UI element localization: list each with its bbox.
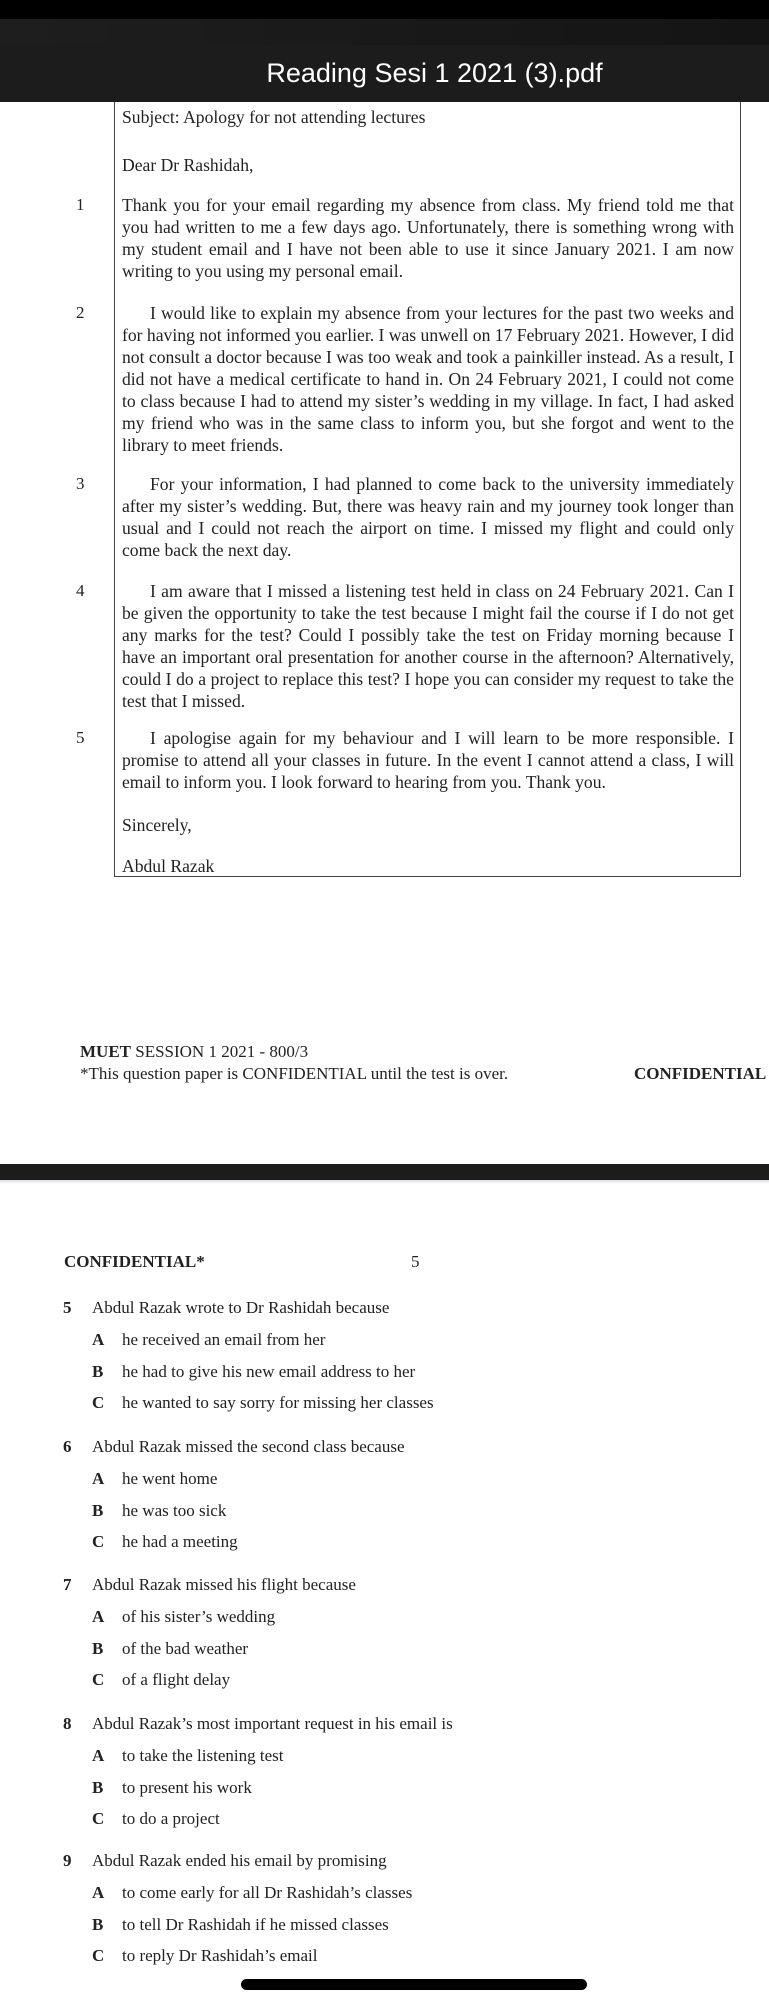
title-bar <box>0 45 769 102</box>
option-letter: C <box>92 1809 105 1828</box>
option-text: he wanted to say sorry for missing her classes <box>122 1393 434 1412</box>
paragraph-number: 1 <box>76 195 85 214</box>
question-number: 5 <box>63 1298 72 1317</box>
letter-subject: Subject: Apology for not attending lectures <box>122 107 426 127</box>
option-letter: B <box>92 1777 104 1797</box>
letter-paragraph: I apologise again for my behaviour and I will learn to be more responsible. I promise to attend all your classes in future. In the event I cannot attend a class, I will email to inform you. I look forward to hearing from you. Thank you. <box>122 728 734 792</box>
option-letter: A <box>92 1607 105 1626</box>
option-letter: B <box>92 1500 104 1520</box>
paper-code-text: SESSION 1 2021 - 800/3 <box>131 1042 309 1061</box>
letter-closing: Sincerely, <box>122 815 192 835</box>
letter-paragraph: I would like to explain my absence from your lectures for the past two weeks and for having not informed you earlier. I was unwell on 17 February 2021. However, I did not consult a doctor because I was too weak and took a painkiller instead. As a result, I did not have a medical certificate to hand in. On 24 February 2021, I could not come to class because I had to attend my sister’s wedding in my village. In fact, I had asked my friend who was in the same class to inform you, but she forgot and went to the library to meet friends. <box>122 303 734 455</box>
option-letter: A <box>92 1883 105 1902</box>
page-number: 5 <box>411 1252 420 1271</box>
letter-signature: Abdul Razak <box>122 856 215 876</box>
option-text: to reply Dr Rashidah’s email <box>122 1946 318 1965</box>
question-number: 9 <box>63 1851 72 1870</box>
option-letter: A <box>92 1746 105 1765</box>
option-letter: C <box>92 1532 105 1551</box>
option-text: he went home <box>122 1469 218 1488</box>
document-title: Reading Sesi 1 2021 (3).pdf <box>266 58 603 88</box>
page-separator <box>0 1164 769 1180</box>
option-text: he was too sick <box>122 1500 227 1520</box>
confidential-label: CONFIDENTIAL <box>634 1064 767 1083</box>
option-letter: C <box>92 1670 105 1689</box>
toolbar-background <box>0 19 769 45</box>
option-text: he received an email from her <box>122 1330 326 1349</box>
letter-paragraph: Thank you for your email regarding my absence from class. My friend told me that you had written to me a few days ago. Unfortunately, there is something wrong with my student email and I have not been able to use it since January 2021. I am now writing to you using my personal email. <box>122 195 734 281</box>
paragraph-number: 3 <box>76 474 85 493</box>
confidential-note: *This question paper is CONFIDENTIAL until the test is over. <box>80 1064 509 1083</box>
letter-paragraph: I am aware that I missed a listening test held in class on 24 February 2021. Can I be given the opportunity to take the test because I might fail the course if I do not get any marks for the test? Could I possibly take the test on Friday morning because I have an important oral presentation for another course in the afternoon? Alternatively, could I do a project to replace this test? I hope you can consider my request to take the test that I missed. <box>122 581 734 711</box>
option-text: he had to give his new email address to her <box>122 1361 416 1381</box>
paper-code <box>80 1041 308 1063</box>
option-text: to do a project <box>122 1809 220 1828</box>
question-text: Abdul Razak ended his email by promising <box>92 1851 387 1870</box>
option-text: to present his work <box>122 1777 252 1797</box>
option-text: to take the listening test <box>122 1746 284 1765</box>
option-letter: B <box>92 1914 104 1934</box>
paragraph-number: 5 <box>76 728 85 747</box>
letter-paragraph: For your information, I had planned to come back to the university immediately after my sister’s wedding. But, there was heavy rain and my journey took longer than usual and I could not reach the airport on time. I missed my flight and could only come back the next day. <box>122 474 734 560</box>
option-letter: A <box>92 1469 105 1488</box>
option-text: to come early for all Dr Rashidah’s classes <box>122 1883 413 1902</box>
option-letter: C <box>92 1946 105 1965</box>
header-confidential: CONFIDENTIAL* <box>64 1252 205 1271</box>
home-indicator[interactable] <box>241 1979 587 1990</box>
option-letter: B <box>92 1638 104 1658</box>
option-text: of a flight delay <box>122 1670 231 1689</box>
option-text: to tell Dr Rashidah if he missed classes <box>122 1914 389 1934</box>
option-text: of the bad weather <box>122 1638 249 1658</box>
option-letter: B <box>92 1361 104 1381</box>
question-number: 7 <box>63 1575 72 1594</box>
paragraph-number: 2 <box>76 303 85 322</box>
question-text: Abdul Razak wrote to Dr Rashidah because <box>92 1298 390 1317</box>
option-text: he had a meeting <box>122 1532 238 1551</box>
option-text: of his sister’s wedding <box>122 1607 276 1626</box>
option-letter: C <box>92 1393 105 1412</box>
paragraph-number: 4 <box>76 581 85 600</box>
status-bar <box>0 0 769 19</box>
question-number: 6 <box>63 1437 72 1456</box>
question-text: Abdul Razak missed the second class because <box>92 1437 405 1456</box>
question-number: 8 <box>63 1714 72 1733</box>
option-letter: A <box>92 1330 105 1349</box>
page-shadow <box>0 1180 769 1184</box>
question-text: Abdul Razak’s most important request in his email is <box>92 1714 453 1733</box>
letter-greeting: Dear Dr Rashidah, <box>122 155 254 175</box>
paper-code-bold: MUET <box>80 1042 131 1061</box>
question-text: Abdul Razak missed his flight because <box>92 1575 356 1594</box>
